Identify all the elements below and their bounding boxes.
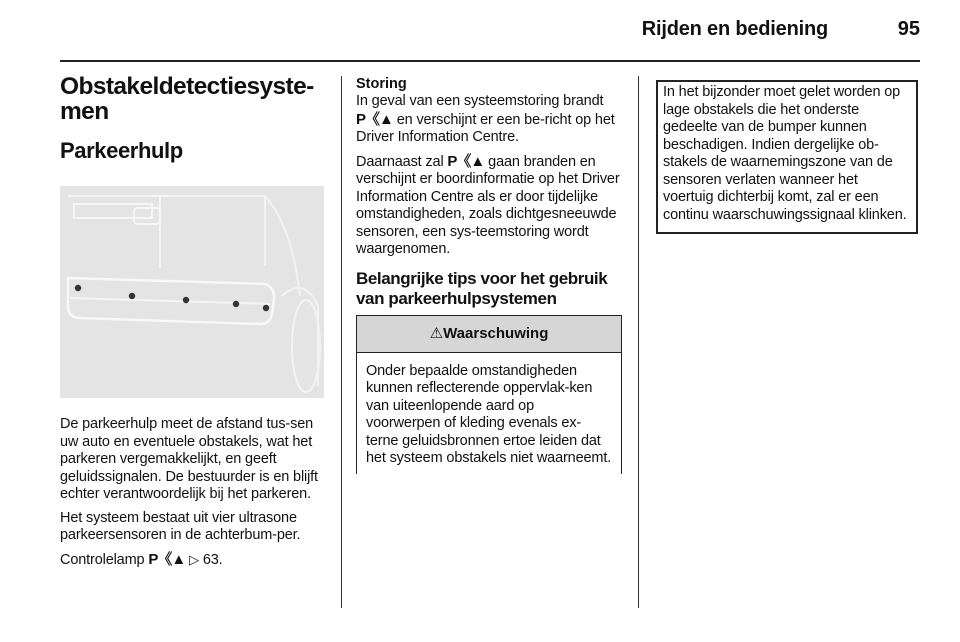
parking-assist-icon: P《▲ — [447, 152, 485, 170]
page-reference[interactable]: 63. — [202, 551, 223, 568]
column-divider-2 — [638, 76, 639, 608]
parking-assist-icon: P《▲ — [148, 550, 186, 568]
parking-sensor-illustration — [60, 186, 324, 398]
van-rear-drawing — [60, 186, 324, 398]
control-lamp-label: Controlelamp — [60, 551, 145, 568]
column-2 — [356, 76, 622, 474]
note-box — [656, 80, 918, 234]
warning-text: Onder bepaalde omstandigheden kunnen reflecterende oppervlak-ken van uiteenlopende aard op voorwerpen of kleding evenals ex-terne geluidsbronnen ertoe leiden dat het systeem obstakels niet waarneemt. — [366, 362, 612, 466]
fault-text-d: gaan branden en verschijnt er boordinformatie op het Driver Information Centre als er door tijdelijke omstandigheden, zoals dichtgesneeuwde sensoren, een sys-teemstoring wordt waargenomen. — [356, 153, 620, 257]
warning-icon: ⚠ — [429, 324, 444, 342]
column-1 — [60, 74, 326, 575]
page-header — [60, 0, 920, 60]
column-divider-1 — [341, 76, 342, 608]
parking-assist-icon: P《▲ — [356, 110, 393, 128]
paragraph-control-lamp — [60, 551, 326, 570]
fault-paragraph-1 — [356, 93, 622, 147]
fault-text-b: en verschijnt er een be-richt op het Driver Information Centre. — [356, 111, 615, 145]
column-3 — [656, 80, 918, 234]
fault-text-a: In geval van een systeemstoring brandt — [356, 93, 604, 109]
warning-body — [357, 353, 621, 474]
header-rule — [60, 60, 920, 62]
warning-box — [356, 315, 622, 474]
section-title: Obstakeldetectiesyste-men — [60, 73, 314, 125]
page-number: 95 — [897, 18, 920, 40]
fault-heading: Storing — [356, 76, 407, 92]
tips-heading: Belangrijke tips voor het gebruik van parkeerhulpsystemen — [356, 268, 608, 308]
warning-title: Waarschuwing — [443, 324, 549, 342]
warning-header — [357, 316, 621, 353]
paragraph-intro: De parkeerhulp meet de afstand tus-sen uw auto en eventuele obstakels, wat het parkeren vergemakkelijkt, en geeft geluidssignalen. De bestuurder is en blijft echter verantwoordelijk bij het parkeren. — [60, 416, 318, 502]
note-text: In het bijzonder moet gelet worden op lage obstakels die het onderste gedeelte van de bumper kunnen beschadigen. Indien dergelijke ob-stakels de waarnemingszone van de sensoren verlaten wanneer het voertuig dichterbij komt, zal er een continu waarschuwingssignaal klinken. — [663, 84, 907, 223]
subsection-title: Parkeerhulp — [60, 138, 183, 163]
page-reference-arrow-icon: ▷ — [189, 551, 199, 567]
fault-text-c: Daarnaast zal — [356, 153, 444, 170]
fault-paragraph-2 — [356, 153, 622, 259]
paragraph-sensors: Het systeem bestaat uit vier ultrasone parkeersensoren in de achterbum-per. — [60, 509, 301, 543]
header-title: Rijden en bediening — [641, 18, 828, 40]
